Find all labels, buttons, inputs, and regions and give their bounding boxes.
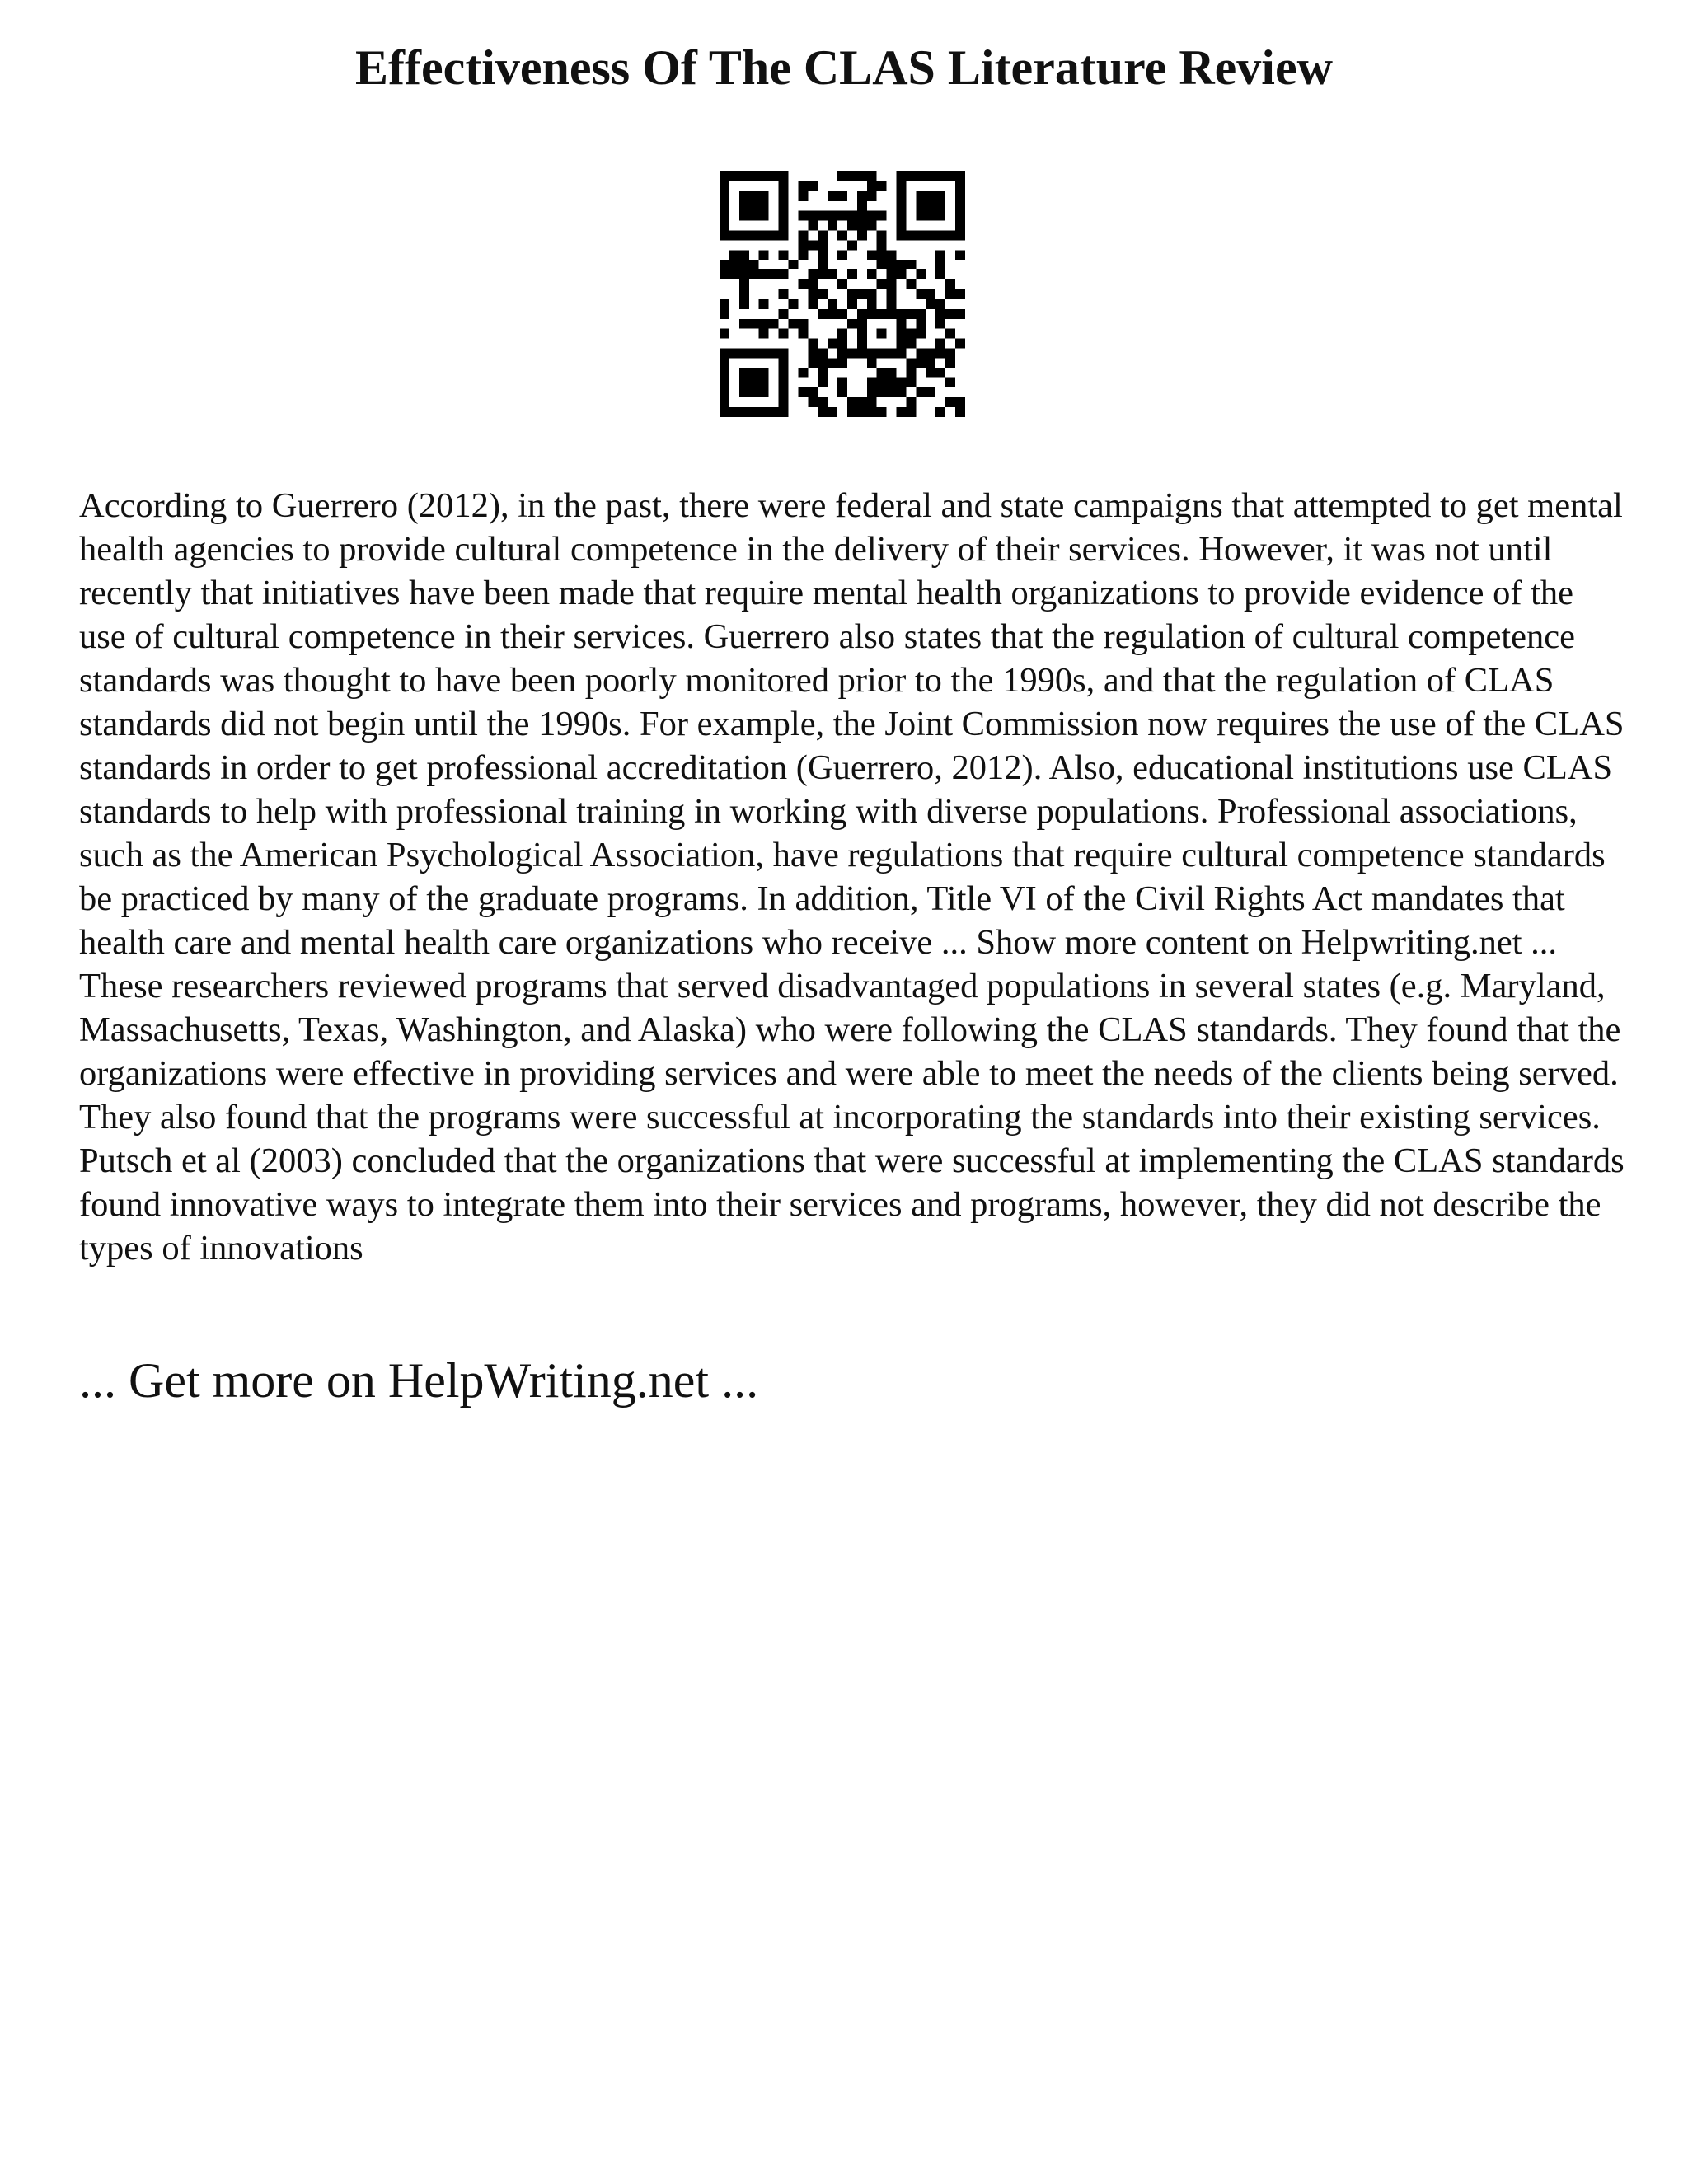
paragraph: According to Guerrero (2012), in the past, there were federal and state campaigns that attempted to get mental health agencies to provide cultural competence in the delivery of their services. However, it was not until recently that initiatives have been made that require mental health organizations to provide evidence of the use of cultural competence in their services. Guerrero also states that the regulation of cultural competence standards was thought to have been poorly monitored prior to the 1990s, and that the regulation of CLAS standards did not begin until the 1990s. For example, the Joint Commission now requires the use of the CLAS standards in order to get professional accreditation (Guerrero, 2012). Also, educational institutions use CLAS standards to help with professional training in working with diverse populations. Professional associations, such as the American Psychological Association, have regulations that require cultural competence standards be practiced by many of the graduate programs. In addition, Title VI of the Civil Rights Act mandates that health care and mental health care organizations who receive ... Show more content on Helpwriting.net ... <box>79 486 1625 962</box>
article-body <box>79 484 1629 1270</box>
qr-code-icon <box>720 171 965 417</box>
get-more-link[interactable]: ... Get more on HelpWriting.net ... <box>79 1353 759 1408</box>
paragraph: These researchers reviewed programs that served disadvantaged populations in several states (e.g. Maryland, Massachusetts, Texas, Washington, and Alaska) who were following the CLAS standards. They found that the organizations were effective in providing services and were able to meet the needs of the clients being served. They also found that the programs were successful at incorporating the standards into their existing services. Putsch et al (2003) concluded that the organizations that were successful at implementing the CLAS standards found innovative ways to integrate them into their services and programs, however, they did not describe the types of innovations <box>79 967 1625 1268</box>
page-title: Effectiveness Of The CLAS Literature Review <box>355 40 1333 95</box>
